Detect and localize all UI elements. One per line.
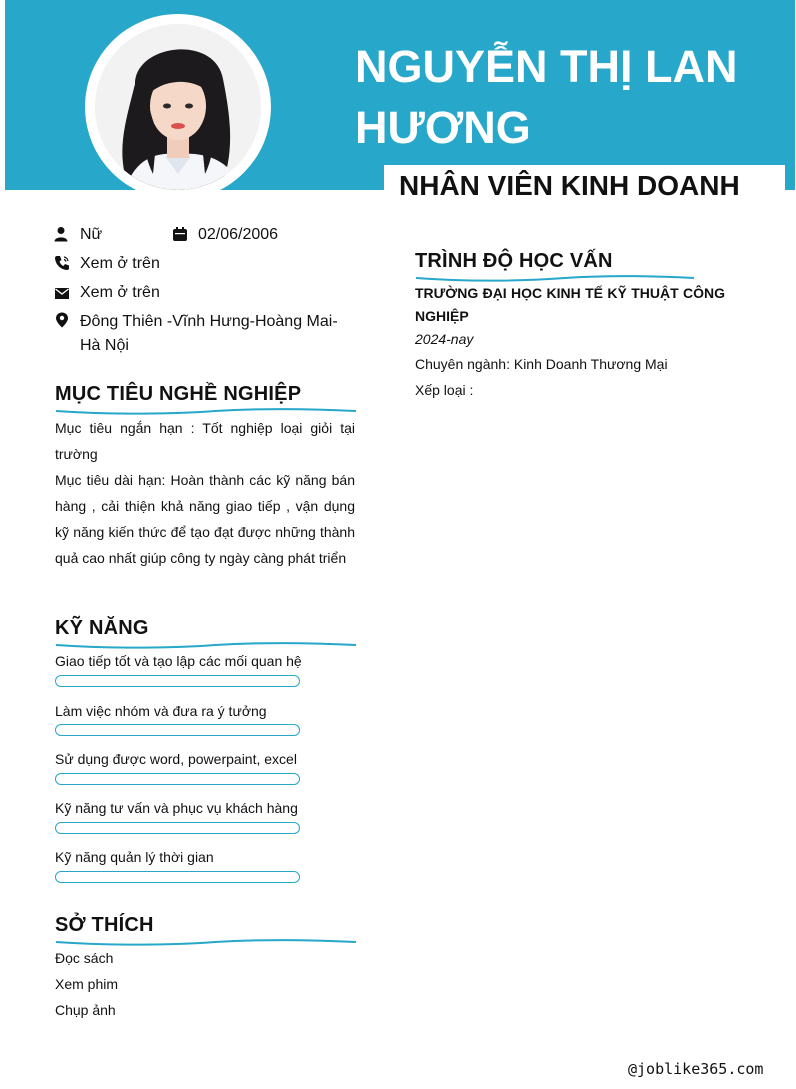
footer-watermark: @joblike365.com [628, 1060, 764, 1078]
school-name-line-1: TRƯỜNG ĐẠI HỌC KINH TẾ KỸ THUẬT CÔNG [415, 285, 725, 301]
person-icon [54, 226, 70, 242]
skill-label: Làm việc nhóm và đưa ra ý tưởng [55, 703, 267, 719]
job-title: NHÂN VIÊN KINH DOANH [399, 170, 740, 201]
location-pin-icon [54, 312, 70, 328]
skill-label: Sử dụng được word, powerpaint, excel [55, 751, 297, 767]
objective-long-term: Mục tiêu dài hạn: Hoàn thành các kỹ năng bán hàng , cải thiện khả năng giao tiếp , vận dụng kỹ năng kiến thức để tạo đạt được những thành quả cao nhất giúp công ty ngày càng phát triển [55, 472, 355, 566]
avatar [95, 24, 261, 190]
skills-underline [55, 640, 357, 650]
gender-value: Nữ [80, 226, 103, 243]
name-line-2: HƯƠNG [355, 102, 531, 153]
education-rank: Xếp loại : [415, 382, 474, 398]
email-icon [54, 285, 70, 301]
education-heading: TRÌNH ĐỘ HỌC VẤN [415, 250, 613, 272]
skill-label: Kỹ năng quản lý thời gian [55, 849, 214, 865]
birthday-value: 02/06/2006 [198, 226, 279, 243]
hobby-item: Đọc sách [55, 950, 114, 966]
education-period: 2024-nay [415, 331, 474, 347]
hobby-item: Xem phim [55, 976, 119, 992]
email-value: Xem ở trên [80, 284, 160, 301]
hobby-item: Chụp ảnh [55, 1002, 116, 1018]
name-line-1: NGUYỄN THỊ LAN [355, 41, 738, 92]
education-major: Chuyên ngành: Kinh Doanh Thương Mại [415, 356, 668, 372]
skill-bar [55, 724, 300, 736]
hobbies-underline [55, 937, 357, 947]
calendar-icon [172, 226, 188, 242]
skill-bar [55, 675, 300, 687]
address-line-2: Hà Nội [80, 337, 129, 354]
skill-bar [55, 871, 300, 883]
avatar-portrait-icon [95, 24, 261, 190]
objective-short-term: Mục tiêu ngắn hạn : Tốt nghiệp loại giỏi tại trường [55, 420, 355, 462]
skill-label: Giao tiếp tốt và tạo lập các mối quan hệ [55, 653, 302, 669]
skill-bar [55, 822, 300, 834]
skill-bar [55, 773, 300, 785]
address-line-1: Đông Thiên -Vĩnh Hưng-Hoàng Mai- [80, 313, 338, 330]
phone-icon [54, 255, 70, 271]
objective-heading: MỤC TIÊU NGHỀ NGHIỆP [55, 383, 302, 405]
skills-heading: KỸ NĂNG [55, 617, 149, 639]
candidate-name [355, 36, 775, 158]
hobbies-heading: SỞ THÍCH [55, 914, 154, 936]
school-name-line-2: NGHIỆP [415, 308, 469, 324]
phone-value: Xem ở trên [80, 255, 160, 272]
skill-label: Kỹ năng tư vấn và phục vụ khách hàng [55, 800, 298, 816]
